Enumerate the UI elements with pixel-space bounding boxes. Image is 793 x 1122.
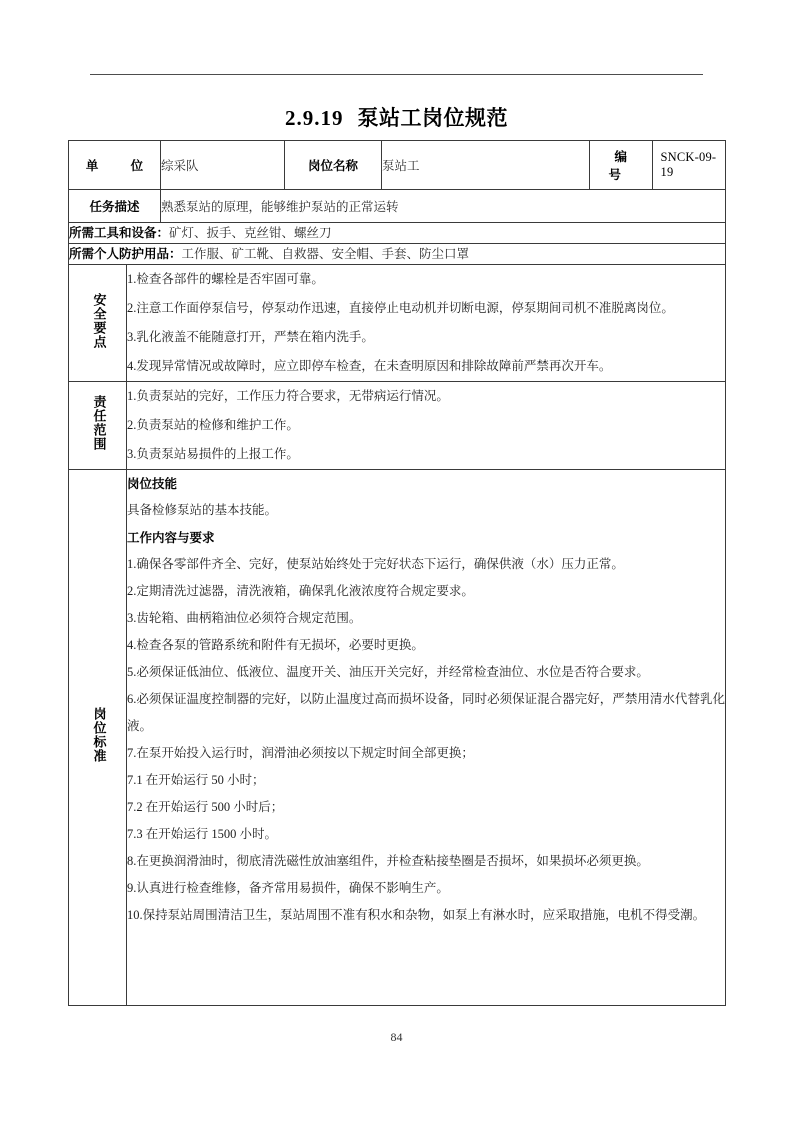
- table-row-tools: [69, 223, 726, 244]
- table-row-responsibility: [69, 382, 726, 470]
- responsibility-content: [127, 382, 726, 470]
- title-number: 2.9.19: [285, 106, 344, 130]
- header-rule: [90, 74, 703, 75]
- standards-item: 7.在泵开始投入运行时，润滑油必须按以下规定时间全部更换；: [127, 746, 474, 760]
- table-row-safety: [69, 265, 726, 382]
- responsibility-label-cell: [69, 382, 127, 470]
- standards-item: 1.确保各零部件齐全、完好，使泵站始终处于完好状态下运行，确保供液（水）压力正常。: [127, 557, 624, 571]
- work-heading: 工作内容与要求: [127, 530, 215, 545]
- skills-heading: 岗位技能: [127, 476, 178, 491]
- unit-value: 综采队: [161, 141, 285, 190]
- safety-item: 3.乳化液盖不能随意打开，严禁在箱内洗手。: [127, 330, 374, 344]
- code-group: [590, 141, 726, 190]
- standards-item: 7.1 在开始运行 50 小时；: [127, 773, 265, 787]
- standards-item: 4.检查各泵的管路系统和附件有无损坏，必要时更换。: [127, 638, 424, 652]
- ppe-value: 工作服、矿工靴、自救器、安全帽、手套、防尘口罩: [181, 247, 470, 261]
- standards-item: 5.必须保证低油位、低液位、温度开关、油压开关完好，并经常检查油位、水位是否符合要求。: [127, 665, 649, 679]
- table-row-task: [69, 190, 726, 223]
- safety-item: 4.发现异常情况或故障时，应立即停车检查，在未查明原因和排除故障前严禁再次开车。: [127, 359, 612, 373]
- ppe-row: [69, 244, 726, 265]
- task-value: 熟悉泵站的原理，能够维护泵站的正常运转: [161, 190, 726, 223]
- task-label: 任务描述: [69, 190, 161, 223]
- table-row-ppe: [69, 244, 726, 265]
- standards-item: 8.在更换润滑油时，彻底清洗磁性放油塞组件，并检查粘接垫圈是否损坏，如果损坏必须更换。: [127, 854, 649, 868]
- table-row-header-info: [69, 141, 726, 190]
- tools-value: 矿灯、扳手、克丝钳、螺丝刀: [169, 226, 332, 240]
- responsibility-item: 3.负责泵站易损件的上报工作。: [127, 447, 299, 461]
- responsibility-item: 2.负责泵站的检修和维护工作。: [127, 418, 299, 432]
- standards-item: 7.3 在开始运行 1500 小时。: [127, 827, 278, 841]
- safety-item: 1.检查各部件的螺栓是否牢固可靠。: [127, 272, 324, 286]
- safety-label-cell: [69, 265, 127, 382]
- standards-item: 2.定期清洗过滤器，清洗液箱，确保乳化液浓度符合规定要求。: [127, 584, 474, 598]
- standards-item: 9.认真进行检查维修，备齐常用易损件，确保不影响生产。: [127, 881, 449, 895]
- standards-item: 10.保持泵站周围清洁卫生，泵站周围不准有积水和杂物，如泵上有淋水时，应采取措施，电机不得受潮。: [127, 908, 706, 922]
- standards-item: 3.齿轮箱、曲柄箱油位必须符合规定范围。: [127, 611, 362, 625]
- safety-item: 2.注意工作面停泵信号，停泵动作迅速，直接停止电动机并切断电源，停泵期间司机不准脱离岗位。: [127, 301, 674, 315]
- position-value: 泵站工: [382, 141, 590, 190]
- standards-item: 6.必须保证温度控制器的完好，以防止温度过高而损坏设备，同时必须保证混合器完好，严禁用清水代替乳化液。: [127, 692, 726, 733]
- page-number: 84: [390, 1030, 403, 1044]
- table-row-standards: [69, 470, 726, 1006]
- responsibility-item: 1.负责泵站的完好，工作压力符合要求，无带病运行情况。: [127, 389, 449, 403]
- standards-content: [127, 470, 726, 1006]
- standards-item: 7.2 在开始运行 500 小时后；: [127, 800, 284, 814]
- standards-label-cell: [69, 470, 127, 1006]
- title-text: 泵站工岗位规范: [357, 106, 508, 130]
- standards-label: 岗位标准: [90, 707, 106, 763]
- tools-row: [69, 223, 726, 244]
- page-title: [0, 104, 793, 132]
- safety-content: [127, 265, 726, 382]
- safety-label: 安全要点: [90, 292, 106, 349]
- ppe-label: 所需个人防护用品：: [69, 246, 182, 261]
- skills-text: 具备检修泵站的基本技能。: [127, 503, 278, 517]
- code-value: SNCK-09-19: [660, 150, 717, 179]
- code-label: 编 号: [590, 141, 652, 189]
- responsibility-label: 责任范围: [90, 395, 106, 451]
- job-spec-table: [68, 140, 726, 1006]
- position-label: 岗位名称: [285, 141, 382, 190]
- unit-label: 单 位: [69, 141, 161, 190]
- tools-label: 所需工具和设备：: [69, 225, 170, 240]
